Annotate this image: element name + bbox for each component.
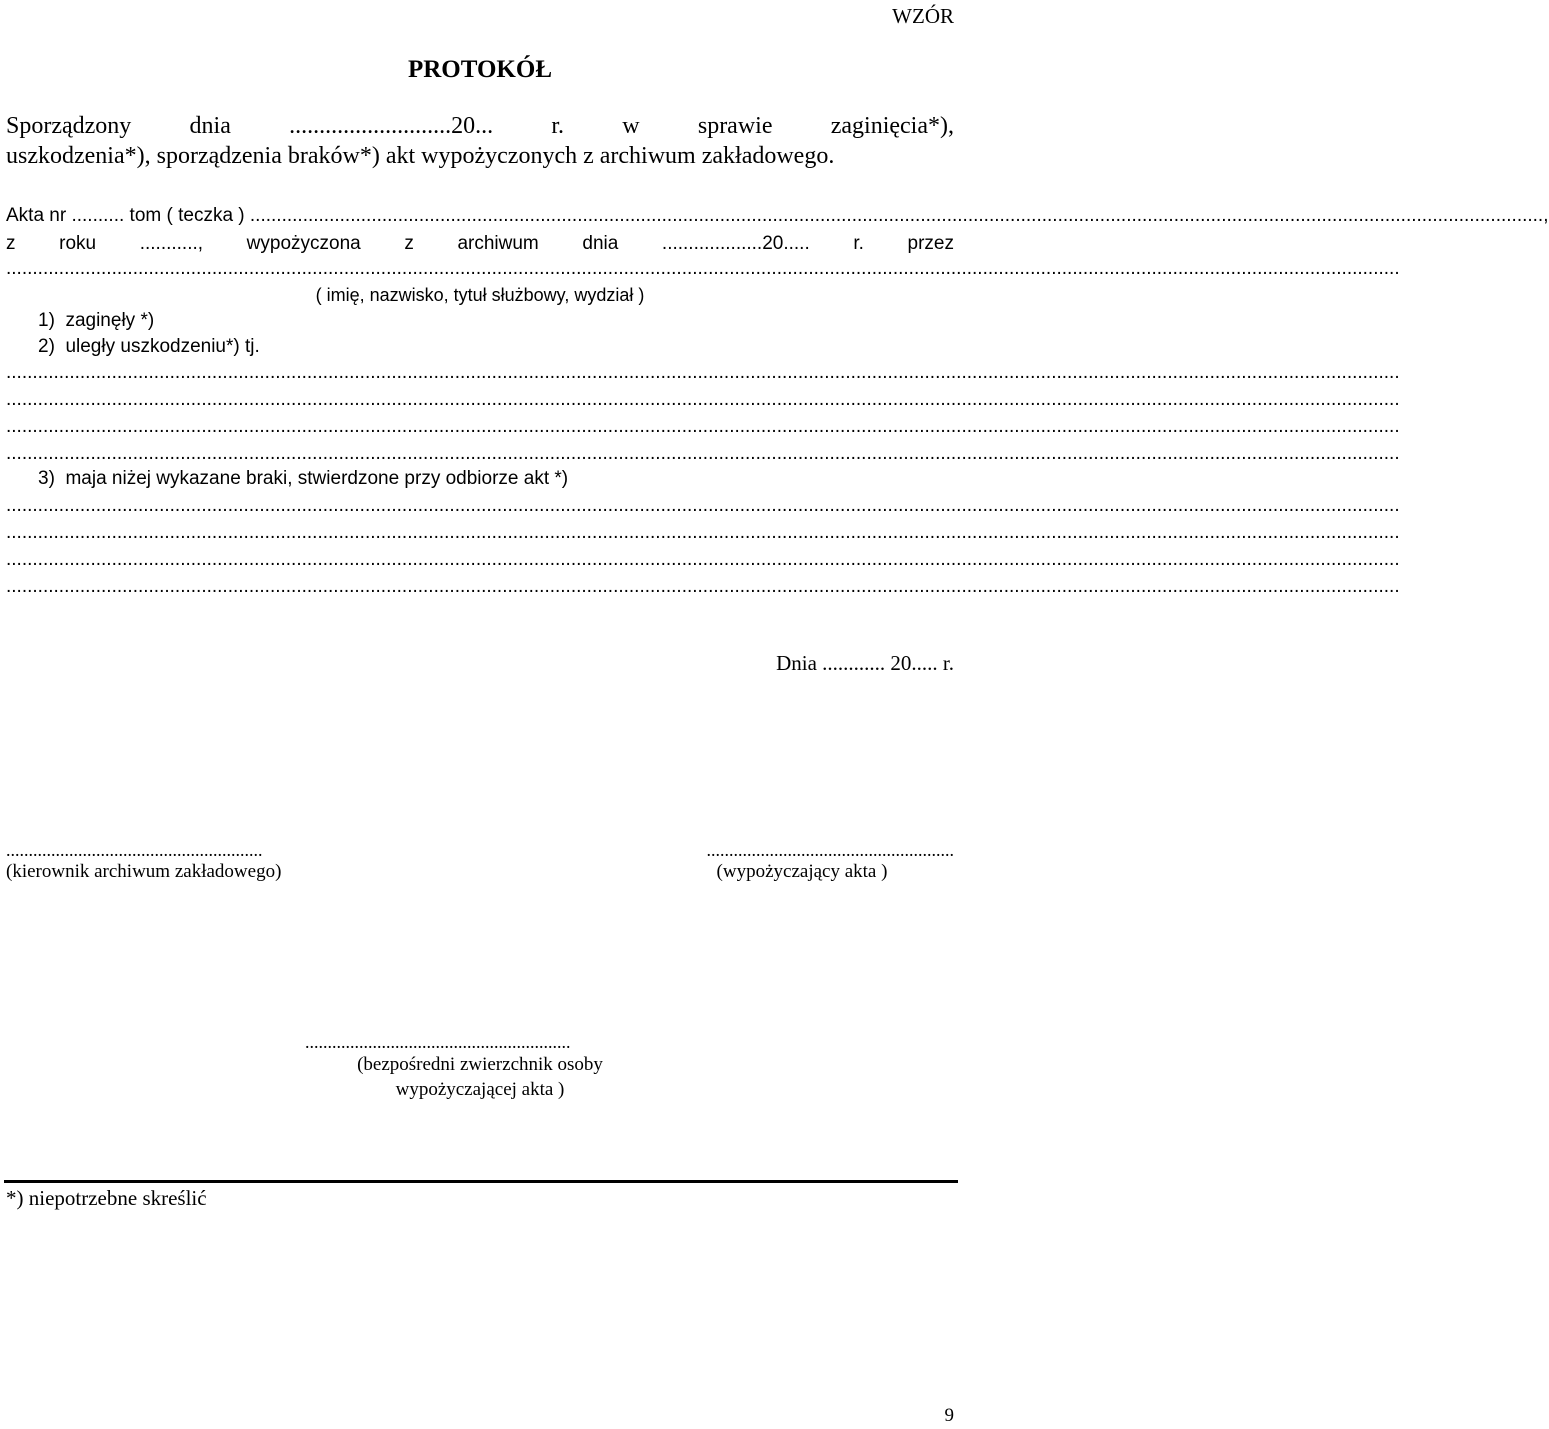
akta-line-end: , bbox=[1543, 205, 1549, 226]
shortage-dotted-line-3: ........................................................................................................................................................................................................................................................................ bbox=[6, 549, 1400, 570]
damage-dotted-line-4: ........................................................................................................................................................................................................................................................................ bbox=[6, 443, 1400, 464]
item-3-shortages: 3) maja niżej wykazane braki, stwierdzone przy odbiorze akt *) bbox=[38, 468, 569, 489]
person-dotted-line: ........................................................................................................................................................................................................................................................................ bbox=[6, 258, 1400, 279]
center-signature-role-1: (bezpośredni zwierzchnik osoby bbox=[357, 1054, 603, 1075]
damage-dotted-line-1: ........................................................................................................................................................................................................................................................................ bbox=[6, 362, 1400, 383]
document-title: PROTOKÓŁ bbox=[407, 56, 552, 83]
footnote-divider bbox=[4, 1180, 958, 1183]
damage-dotted-line-3: ........................................................................................................................................................................................................................................................................ bbox=[6, 416, 1400, 437]
item-2-damaged: 2) uległy uszkodzeniu*) tj. bbox=[38, 336, 260, 357]
shortage-dotted-line-1: ........................................................................................................................................................................................................................................................................ bbox=[6, 495, 1400, 516]
akta-tom-field: ..................................................................................................................................................................................................................................................... bbox=[249, 205, 1544, 226]
item-1-lost: 1) zaginęły *) bbox=[38, 310, 155, 331]
right-signature-dots: ....................................................... bbox=[706, 840, 954, 860]
page-number: 9 bbox=[944, 1405, 954, 1426]
akta-line-1 bbox=[6, 205, 1549, 227]
date-line: Dnia ............ 20..... r. bbox=[776, 651, 954, 675]
template-label: WZÓR bbox=[892, 4, 954, 28]
person-caption: ( imię, nazwisko, tytuł służbowy, wydział ) bbox=[315, 285, 645, 305]
right-signature-role: (wypożyczający akta ) bbox=[716, 861, 888, 882]
intro-line-1: Sporządzony dnia ...........................20... r. w sprawie zaginięcia*), bbox=[6, 113, 954, 139]
center-signature-dots: ........................................................... bbox=[305, 1032, 571, 1052]
shortage-dotted-line-2: ........................................................................................................................................................................................................................................................................ bbox=[6, 522, 1400, 543]
damage-dotted-line-2: ........................................................................................................................................................................................................................................................................ bbox=[6, 389, 1400, 410]
left-signature-role: (kierownik archiwum zakładowego) bbox=[6, 861, 282, 882]
shortage-dotted-line-4: ........................................................................................................................................................................................................................................................................ bbox=[6, 576, 1400, 597]
akta-tom-label: tom ( teczka ) bbox=[129, 205, 250, 226]
akta-line-2: z roku ..........., wypożyczona z archiwum dnia ...................20..... r. przez bbox=[6, 233, 954, 254]
left-signature-dots: ......................................................... bbox=[6, 840, 263, 860]
akta-number-field: Akta nr .......... bbox=[6, 205, 125, 226]
footnote: *) niepotrzebne skreślić bbox=[6, 1186, 207, 1210]
center-signature-role-2: wypożyczającej akta ) bbox=[395, 1079, 565, 1100]
intro-line-2: uszkodzenia*), sporządzenia braków*) akt wypożyczonych z archiwum zakładowego. bbox=[6, 143, 835, 169]
